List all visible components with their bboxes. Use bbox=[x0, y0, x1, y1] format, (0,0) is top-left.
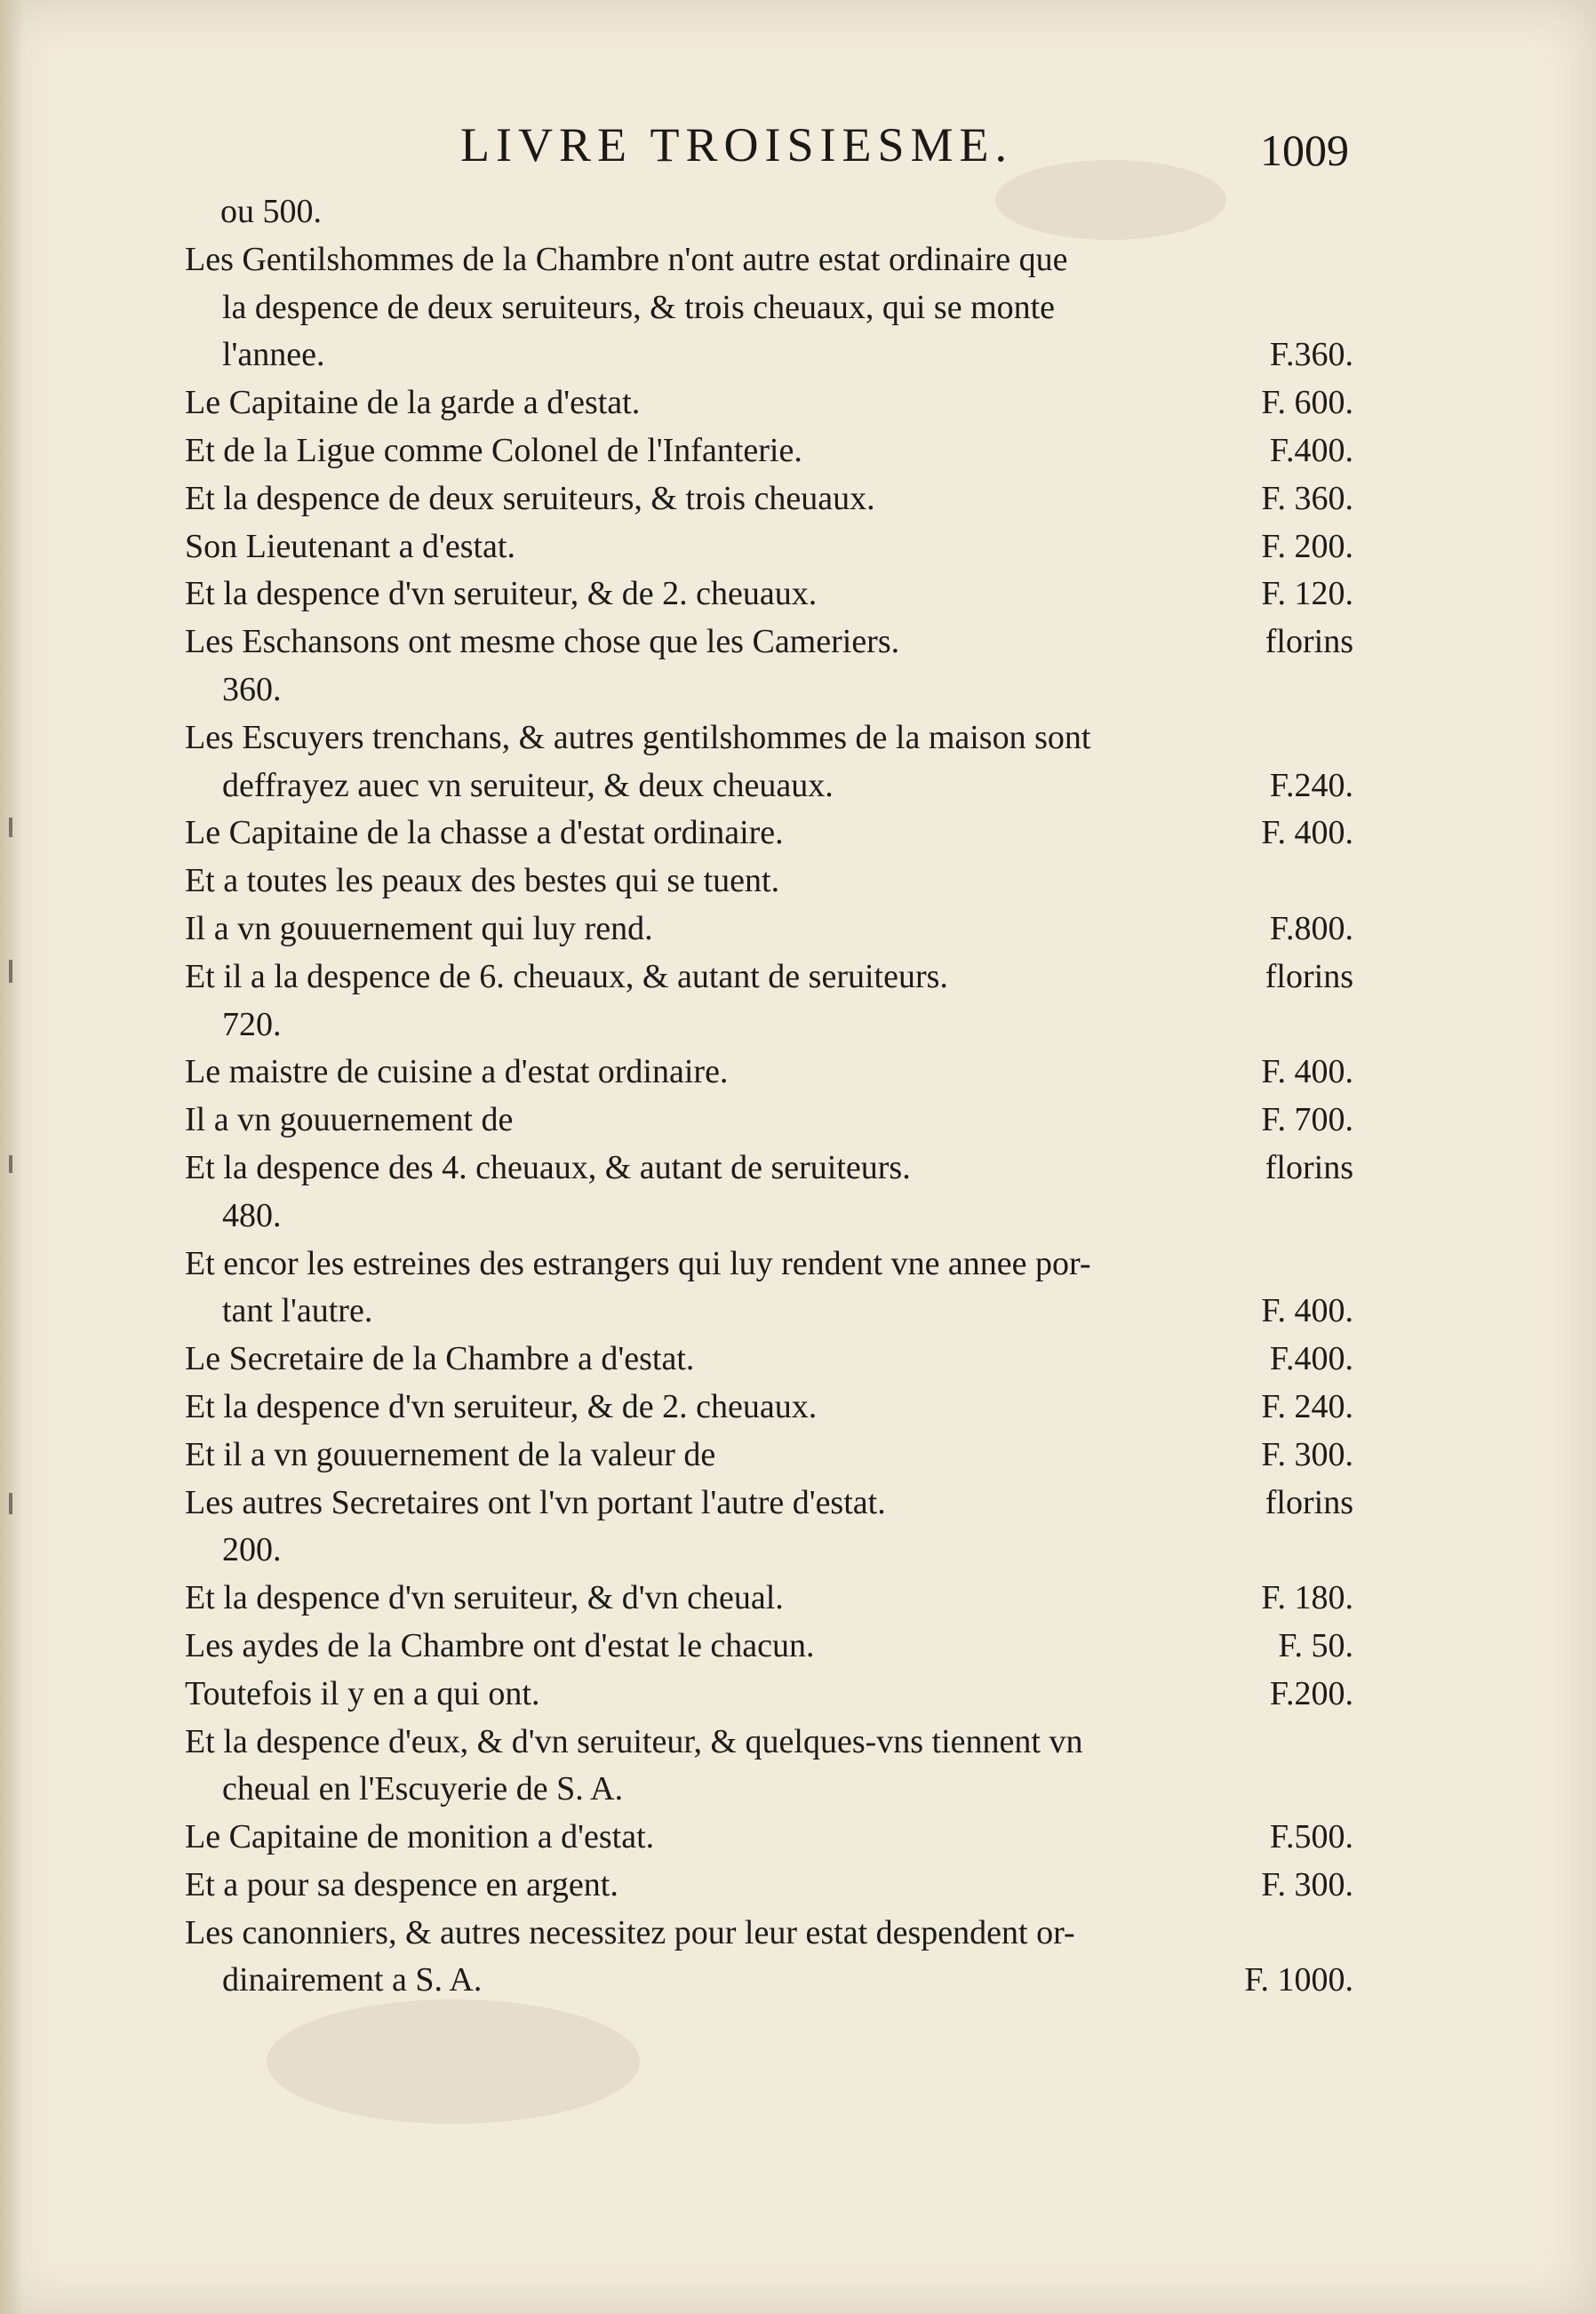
entry-text: 480. bbox=[222, 1196, 282, 1234]
text-line bbox=[185, 1145, 1362, 1193]
entry-text: Son Lieutenant a d'estat. bbox=[185, 527, 515, 565]
entry-amount: F. 180. bbox=[1261, 1579, 1353, 1617]
text-line bbox=[185, 1862, 1362, 1910]
entry-amount: F. 200. bbox=[1261, 527, 1353, 565]
entry-amount: F. 400. bbox=[1261, 1292, 1353, 1330]
entry-text: deffrayez auec vn seruiteur, & deux cheuaux. bbox=[222, 766, 834, 804]
entry-text: Et encor les estreines des estrangers qui luy rendent vne annee por- bbox=[185, 1244, 1091, 1282]
entry-text: Les aydes de la Chambre ont d'estat le chacun. bbox=[185, 1626, 815, 1664]
entry-text: Les Gentilshommes de la Chambre n'ont autre estat ordinaire que bbox=[185, 240, 1068, 278]
entry-text: l'annee. bbox=[222, 336, 325, 374]
text-line bbox=[185, 236, 1362, 284]
text-line bbox=[185, 1336, 1362, 1384]
entry-amount: F. 300. bbox=[1261, 1435, 1353, 1473]
entry-text: Et il a vn gouuernement de la valeur de bbox=[185, 1435, 716, 1473]
entry-text: Les canonniers, & autres necessitez pour leur estat despendent or- bbox=[185, 1913, 1075, 1951]
text-line bbox=[185, 1384, 1362, 1432]
entry-amount: F. 240. bbox=[1261, 1387, 1353, 1425]
entry-text: Et la despence d'vn seruiteur, & de 2. cheuaux. bbox=[185, 575, 818, 613]
text-line bbox=[185, 1241, 1362, 1289]
entry-text: Les Eschansons ont mesme chose que les Cameriers. bbox=[185, 623, 900, 661]
text-line bbox=[185, 1001, 1362, 1049]
text-line bbox=[185, 188, 1362, 236]
text-line bbox=[185, 954, 1362, 1001]
entry-text: 360. bbox=[222, 670, 282, 708]
entry-text: Et il a la despence de 6. cheuaux, & autant de seruiteurs. bbox=[185, 957, 948, 995]
entry-text: ou 500. bbox=[220, 193, 322, 230]
entry-text: tant l'autre. bbox=[222, 1292, 373, 1330]
text-line bbox=[185, 1719, 1362, 1767]
entry-text: Et a pour sa despence en argent. bbox=[185, 1865, 618, 1903]
entry-text: Et a toutes les peaux des bestes qui se tuent. bbox=[185, 862, 780, 900]
margin-mark bbox=[9, 1155, 12, 1173]
entry-text: la despence de deux seruiteurs, & trois cheuaux, qui se monte bbox=[222, 288, 1056, 326]
entry-text: Le Capitaine de monition a d'estat. bbox=[185, 1818, 655, 1856]
entry-amount: F.200. bbox=[1269, 1674, 1353, 1712]
text-line bbox=[185, 1480, 1362, 1528]
entry-amount: F. 600. bbox=[1261, 384, 1353, 422]
entry-amount: F.240. bbox=[1269, 766, 1353, 804]
entry-amount: F. 400. bbox=[1261, 1053, 1353, 1091]
text-line bbox=[185, 1623, 1362, 1671]
entry-amount: F.500. bbox=[1269, 1818, 1353, 1856]
entry-amount: F. 120. bbox=[1261, 575, 1353, 613]
entry-amount: F.400. bbox=[1269, 1340, 1353, 1378]
text-line bbox=[185, 427, 1362, 475]
entry-text: Les Escuyers trenchans, & autres gentilshommes de la maison sont bbox=[185, 718, 1091, 756]
entry-text: Et la despence de deux seruiteurs, & trois cheuaux. bbox=[185, 479, 875, 517]
entry-text: Il a vn gouuernement qui luy rend. bbox=[185, 909, 653, 947]
text-line bbox=[185, 1766, 1362, 1814]
text-line bbox=[185, 906, 1362, 954]
entry-text: Le Capitaine de la garde a d'estat. bbox=[185, 384, 641, 422]
text-block bbox=[185, 188, 1362, 2005]
text-line bbox=[185, 284, 1362, 332]
entry-text: 200. bbox=[222, 1531, 282, 1569]
text-line bbox=[185, 331, 1362, 379]
text-line bbox=[185, 571, 1362, 618]
text-line bbox=[185, 1671, 1362, 1719]
margin-mark bbox=[9, 818, 12, 837]
entry-text: Il a vn gouuernement de bbox=[185, 1101, 514, 1139]
text-line bbox=[185, 666, 1362, 714]
text-line bbox=[185, 1957, 1362, 2005]
entry-amount: florins bbox=[1265, 957, 1353, 995]
entry-text: Et la despence d'vn seruiteur, & de 2. cheuaux. bbox=[185, 1387, 818, 1425]
page-number: 1009 bbox=[1260, 125, 1349, 175]
entry-text: cheual en l'Escuyerie de S. A. bbox=[222, 1770, 624, 1808]
text-line bbox=[185, 1575, 1362, 1623]
text-line bbox=[185, 475, 1362, 523]
text-line bbox=[185, 379, 1362, 427]
entry-text: Le maistre de cuisine a d'estat ordinaire. bbox=[185, 1053, 729, 1091]
entry-amount: F. 400. bbox=[1261, 814, 1353, 852]
entry-amount: F.800. bbox=[1269, 909, 1353, 947]
text-line bbox=[185, 1193, 1362, 1241]
text-line bbox=[185, 1432, 1362, 1480]
text-line bbox=[185, 1527, 1362, 1575]
entry-text: Les autres Secretaires ont l'vn portant l'autre d'estat. bbox=[185, 1483, 886, 1521]
entry-text: Toutefois il y en a qui ont. bbox=[185, 1674, 540, 1712]
page-header bbox=[0, 114, 1596, 176]
entry-amount: F. 1000. bbox=[1244, 1961, 1353, 1999]
entry-text: dinairement a S. A. bbox=[222, 1961, 483, 1999]
text-line bbox=[185, 762, 1362, 810]
text-line bbox=[185, 1814, 1362, 1862]
entry-amount: F. 700. bbox=[1261, 1101, 1353, 1139]
entry-amount: florins bbox=[1265, 1148, 1353, 1186]
entry-amount: F. 300. bbox=[1261, 1865, 1353, 1903]
margin-mark bbox=[9, 960, 12, 983]
text-line bbox=[185, 618, 1362, 666]
entry-amount: F.360. bbox=[1269, 336, 1353, 374]
entry-text: Et la despence des 4. cheuaux, & autant de seruiteurs. bbox=[185, 1148, 911, 1186]
entry-text: 720. bbox=[222, 1005, 282, 1043]
text-line bbox=[185, 523, 1362, 571]
text-line bbox=[185, 858, 1362, 906]
text-line bbox=[185, 1049, 1362, 1097]
text-line bbox=[185, 714, 1362, 762]
running-head: LIVRE TROISIESME. bbox=[460, 118, 1014, 172]
entry-text: Et de la Ligue comme Colonel de l'Infanterie. bbox=[185, 431, 802, 469]
text-line bbox=[185, 1910, 1362, 1958]
entry-text: Et la despence d'vn seruiteur, & d'vn cheual. bbox=[185, 1579, 784, 1617]
text-line bbox=[185, 810, 1362, 858]
entry-text: Le Secretaire de la Chambre a d'estat. bbox=[185, 1340, 695, 1378]
entry-text: Le Capitaine de la chasse a d'estat ordinaire. bbox=[185, 814, 784, 852]
text-line bbox=[185, 1288, 1362, 1336]
entry-amount: F.400. bbox=[1269, 431, 1353, 469]
text-line bbox=[185, 1097, 1362, 1145]
entry-amount: F. 50. bbox=[1278, 1626, 1353, 1664]
entry-amount: florins bbox=[1265, 1483, 1353, 1521]
entry-amount: florins bbox=[1265, 623, 1353, 661]
margin-mark bbox=[9, 1493, 12, 1514]
entry-text: Et la despence d'eux, & d'vn seruiteur, & quelques-vns tiennent vn bbox=[185, 1722, 1083, 1760]
entry-amount: F. 360. bbox=[1261, 479, 1353, 517]
paper-stain bbox=[267, 1999, 640, 2124]
